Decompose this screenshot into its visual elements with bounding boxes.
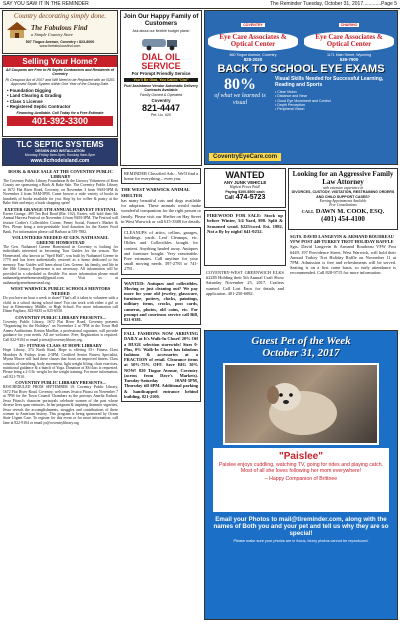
law-eve: Evening Appointments Available: [319, 199, 367, 204]
ww-mentors-title: WEST WARWICK PUBLIC SCHOOLS MENTORS NEEDED: [10, 286, 111, 297]
family-title: Join Our Happy Family of Customers: [123, 13, 199, 27]
ww-mentors-body: Do you have an hour a week to share? That's all it takes to volunteer with a child, in a school during school time! You can work with either a girl or boy in Elementary, Middle, or High School. For more information call Diane Pagliaro, 822-8435 or 825-6530.: [3, 296, 118, 314]
wanted-vehicle-ad: [204, 168, 286, 208]
coventry-lib2-body: RESCHEDULED FROM SEPTEMBER 19: Coventry Public Library, 1672 Flat River Road, Coventry, welcomes Jessica Pitassi on November 7 at 7PM for the Town Council Chambers as the portrays Amelia Earhart. Jessa Pitassi's character portrayals celebrate women of the past whose diverse lives span centuries. In her poignant & inspiring dramatic vignettes, Jessa reveals the accomplishments, struggles and contributions of these women to American history. This program is being sponsored by Ocean State Urgent Care. To register for this event or for more information, call Jane at 822-9104 or email jo@coventrylibrary.org: [3, 385, 118, 425]
eye-addr-right: 1171 Main Street, Wyoming: [326, 52, 372, 57]
skill-item: • Peripheral Vision: [275, 107, 394, 111]
harvest-body: Exeter Grange, 499 Ten Rod Road (Rte. 102), Exeter, will hold their 5th Annual Harvest Festival on November 4 from 9AM-3PM. The Festival will feature Crafter's Collectibles Corner, Penny Social, Farmer's Market & Pies. Please bring a non-perishable food donation for the Exeter Food Bank. For information please call Barbara at 539-7882.: [3, 211, 118, 234]
page-header: [0, 0, 400, 9]
dial-note1: For Prompt Friendly Service: [131, 71, 191, 77]
country-logo: The Fabulous Find: [31, 23, 88, 32]
law-title: Looking for an Aggressive Family Law Attorney: [292, 170, 394, 186]
selling-lead: All Coupons are Free to RI Septic Contractors and Residents of Coventry: [5, 68, 115, 77]
dog-icon: [225, 365, 377, 443]
header-left: SAY YOU SAW IT IN THE REMINDER: [3, 1, 89, 7]
oil-truck-icon: [121, 35, 201, 51]
tlc-sub: DESIGN AND INSTALLATION: [35, 149, 85, 153]
cleanups-text: CLEANUPS of attics, cellars, garages, buildings, yards. Leaf Cleanups, etc. Oldies and Collectibles bought for content. Anything hauled away. Antiques and furniture bought. Very reasonable. Free estimates. Call anytime for your small moving needs. 397-2783 or 741-2781.: [124, 230, 198, 272]
pet-date: October 31, 2017: [262, 347, 340, 359]
coventry-lib1-body: Coventry Public Library, 1672 Flat River Road, Coventry presents "Organizing for the Holidays" on November 2 at 7PM in the Town Hall Annex Auditorium. Kristin MacRae, a professional organizer, will provide guidance for your needs. All are welcome. Free, Registration is required. Call 822-9104 or email jrivera@coventrylibrary.org.: [3, 319, 118, 342]
header-right: The Reminder Tuesday, October 31, 2017.............Page 5: [270, 1, 397, 7]
middle-column: [121, 168, 201, 620]
reminder-box: [121, 168, 201, 184]
harvest-title: EXETER GRANGE 5TH ANNUAL HARVEST FESTIVAL: [4, 206, 117, 212]
selling-phone: 401-392-3300: [7, 116, 113, 126]
tlc-name: TLC SEPTIC SYSTEMS: [16, 140, 104, 149]
service-item: • Foundation Digging: [7, 88, 113, 93]
eye-skills-title: Visual Skills Needed for Successful Learning, Reading and Sports: [275, 76, 384, 89]
eye-headline: BACK TO SCHOOL EYE EXAMS: [217, 63, 385, 76]
country-tagline: a Simple Country Store: [31, 31, 73, 37]
house-icon: [6, 21, 28, 39]
ww-shelter-body: has many beautiful cats and dogs available for adoption. These animals would make wonderful companions for the right person or family. Please visit our Shelter on Hay Street in West Warwick or call 615-3388 for details.: [121, 198, 201, 224]
selling-body: RI Cesspool Act of 2007 and Will Need to be Replaced with an ISDS Approved Septic System within One Year of the Closing Date.: [5, 77, 115, 86]
firewood-box: [204, 210, 286, 266]
country-banner: Country decorating simply done.: [13, 12, 107, 20]
fitness-body: Hope Library, 374 North Road, Hope is offering 55+ Fitness Class Mondays & Fridays from 2-3PM. Certified Senior Fitness Specialist, Myrna Moore will lead these classes that focus on improved fitness. Class consists of stretching, body movement, light weight lifting, chair exercises, nutritional guidance & a bunch of Yoga. Donation of $3/class is requested. Please bring a 2-3 lb. weight for the weight training. For more information, call 821-7910.: [3, 348, 118, 379]
selling-financing: Financing Available. Call Today for a Free Estimate: [16, 111, 104, 115]
law-free: Free Consultations: [329, 203, 357, 208]
law-name: DAWN M. COOK, ESQ.: [315, 207, 385, 215]
dial-phone: 821-4447: [141, 102, 181, 113]
cleanups-box: [121, 227, 201, 275]
elks-text: COVENTRY-WEST GREENWICH ELKS #2285 Holding their 5th Annual Craft Show Saturday November 25, 2017. Crafters wanted. Call Lori Enos for details and application. 401-250-6082.: [206, 270, 284, 296]
eye-city-right: CHARIHO: [340, 23, 358, 27]
vfw-body: Sgts. David Langevin & Armand Boudreau VFW Post #449, 197 Providence Street, West Warwick, will hold their Annual Turkey Trot Holiday Raffle on November 11 at 7PM. Admission is free and refreshments will be served. Seating is on a first come basis, so early attendance is recommended. Call 828-9715 for more information.: [290, 244, 396, 276]
reminder-text: REMINDER Classified Ads... We'll find a home for everything... even you.: [124, 171, 199, 182]
skill-item: • Good Eye Movement and Control: [275, 99, 394, 103]
tlc-septic-ad: [2, 138, 118, 166]
eye-pct: 80%: [224, 76, 256, 94]
eye-addr-left: 860 Tiogue Avenue, Coventry: [229, 52, 277, 57]
wanted-items-text: WANTED: Antiques and collectibles. Moving or just cleaning out? We pay more for your old jewelry, glassware, furniture, pottery, clocks, paintings, military items, crocks, post cards, cameras, photos, old coins, etc. For prompt and courteous service call Bill, 821-0381.: [124, 280, 198, 323]
wanted-phone: 474-5723: [235, 193, 266, 201]
fall-fashions-box: [121, 328, 201, 402]
family-sub: Ask about our flexible budget plans!: [132, 29, 190, 33]
family-law-ad: [288, 168, 398, 230]
volunteers-title: VOLUNTEERS NEEDED AT GEN. NATHANAEL GREENE HOMESTEAD: [12, 234, 109, 245]
dial-note2: You'll Be Glad, You Called "Dial": [124, 78, 198, 82]
law-call: CALL: [301, 208, 315, 214]
pet-caption: Paislee enjoys cuddling, watching TV, going for rides and playing catch. Most of all she loves following her mom everywhere!: [218, 462, 384, 474]
fitness-title: 55+ FITNESS CLASS AT HOPE LIBRARY: [19, 343, 102, 349]
dial-label: DIAL OIL SERVICE: [141, 52, 181, 72]
service-item: • Registered Septic Contractor: [7, 104, 113, 109]
wanted-sub: ANY JUNK VEHICLE: [223, 180, 267, 185]
book-sale-body: The Coventry Public Library Foundation & the Literacy Volunteers of Kent County are sponsoring a Book & Bake Sale. The Coventry Public Library at 1672 Flat River Road, Coventry, on November 3 from 9AM-5PM & November 4 from 9AM-5PM. Come browse a wide variety of books in hundreds of books available for you. Stop by for coffee & pastry at the Bake Sale and enjoy a book shopping spree!: [3, 179, 118, 206]
tlc-url: www.tlcrhodeisland.com: [30, 157, 90, 164]
vfw-title: SGTS. DAVID LANGEVIN & ARMAND BOUDREAU VFW POST 449 TURKEY TROT HOLIDAY RAFFLE: [290, 234, 394, 245]
eye-pct-caption: of what we learned is visual: [214, 93, 266, 106]
guest-pet-ad: [204, 330, 398, 620]
wanted-pay: Paying $100-$500 cash: [225, 189, 265, 194]
service-item: • Land Clearing & Grading: [7, 93, 113, 98]
dial-license: Pet. Lic. #20: [151, 112, 171, 117]
wanted-sub2: Highest Prices Paid!: [229, 185, 261, 190]
wanted-title: WANTED: [225, 170, 265, 180]
dial-area: Coventry: [151, 97, 171, 103]
ww-shelter-title: THE WEST WARWICK ANIMAL SHELTER: [121, 187, 190, 198]
vfw-raffle-box: [288, 232, 398, 328]
dial-oil-ad: [120, 10, 202, 166]
law-phone: (401) 454-4100: [321, 214, 365, 223]
pet-banner: Guest Pet of the Week: [251, 335, 351, 347]
eye-care-ad: [204, 10, 398, 165]
coventry-lib2-title: COVENTRY PUBLIC LIBRARY PRESENTS...: [15, 380, 106, 386]
elks-craft-box: [204, 268, 286, 328]
pet-name: "Paislee": [279, 451, 323, 462]
pet-footer: Email your Photos to mail@tireminder.com, along with the names of Both you and your pet and tell us why they are so special!: [213, 516, 389, 538]
skill-item: • Distance and Near: [275, 94, 394, 98]
country-address: 507 Tiogue Avenue, Coventry • 823-8000: [25, 40, 95, 44]
eye-skills-list: [275, 90, 394, 111]
eye-url: CoventryEyeCare.com: [209, 153, 281, 161]
skill-item: • Depth Perception: [275, 103, 394, 107]
firewood-text: FIREWOOD FOR SALE: Stock up before Winter, 3/4 Yard, $90. Split & Seasoned wood. $225/cord. Est. 1982. Not a fly by night! 641-0232.: [207, 213, 283, 235]
wanted-items-box: [121, 278, 201, 326]
eye-city-left: COVENTRY: [243, 23, 263, 27]
dial-note3: Fuel Assistance Vendor Automatic Delivery Contracts Available: [124, 83, 198, 93]
fall-fashions-text: FALL FASHIONS NOW ARRIVING DAILY at It's Walk-In Closet! 20% Off a HUGE selection storewide! Sizes 0-Plus, 0% Walk-In Closet has fabulous fashions & accessories at a FRACTION of retail. Clearance items at 50%-75% OFF. Save BIG 30% NOW! 820 Tiogue Avenue, Coventry (across from Dave's Markets). Tuesday-Saturday 10AM-5PM, Thursday till 6PM. Additional parking & handicapped entrance behind building. 821-2100.: [124, 331, 198, 399]
pet-credit: – Happy Companion of Brittnee: [264, 476, 338, 482]
volunteers-body: The Gen. Nathanael Greene Homestead in Coventry is looking for individuals interested in becoming Tour Guides for the season. The Homestead, also known as "Spell Hall", was built by Nathanael Greene in 1770 and has been authentically restored as a home dedicated to his memory. Tour Guides will learn about Gen. Greene, his family, and life in the 18th Century. Experience is not necessary. All information will be provided in a scheduled or flexible. For more information please email nathanaelgreenehomestead@gmail.com. Visit us at nathanaelgreenehomestead.org.: [3, 244, 118, 285]
eye-phone-left: 828-2020: [243, 57, 263, 63]
selling-headline: Selling Your Home?: [3, 56, 117, 67]
pet-photo: [223, 363, 379, 445]
left-news-column: [3, 168, 118, 620]
eye-phone-right: 539-7900: [339, 57, 359, 63]
service-item: • Class 1 License: [7, 99, 113, 104]
coventry-lib1-title: COVENTRY PUBLIC LIBRARY PRESENTS...: [15, 314, 106, 320]
book-sale-title: BOOK & BAKE SALE AT THE COVENTRY PUBLIC LIBRARY: [8, 169, 113, 179]
country-url: www.thefabulousfind.com: [39, 44, 81, 49]
eye-name-left: Eye Care Associates & Optical Center: [208, 32, 298, 51]
dial-note4: Family Owned & Operated: [139, 93, 183, 98]
tlc-hours: Monday-Friday 8am-5pm, Sunday 9am-5pm: [24, 153, 96, 158]
pet-footnote: Please make sure your photos are in focus, blurry photos cannot be reproduced.: [233, 538, 369, 543]
selling-services: [3, 86, 117, 111]
law-sub: with extensive experience in: [322, 186, 364, 191]
country-store-ad: [2, 10, 118, 54]
skill-item: • Clear Vision: [275, 90, 394, 94]
selling-home-ad: [2, 55, 118, 137]
wanted-call: Call: [224, 194, 234, 201]
eye-name-right: Eye Care Associates & Optical Center: [304, 32, 394, 51]
law-areas: DIVORCES, CUSTODY, VISITATION, RESTRAINING ORDERS AND CHILD SUPPORT CASES?: [291, 190, 395, 199]
